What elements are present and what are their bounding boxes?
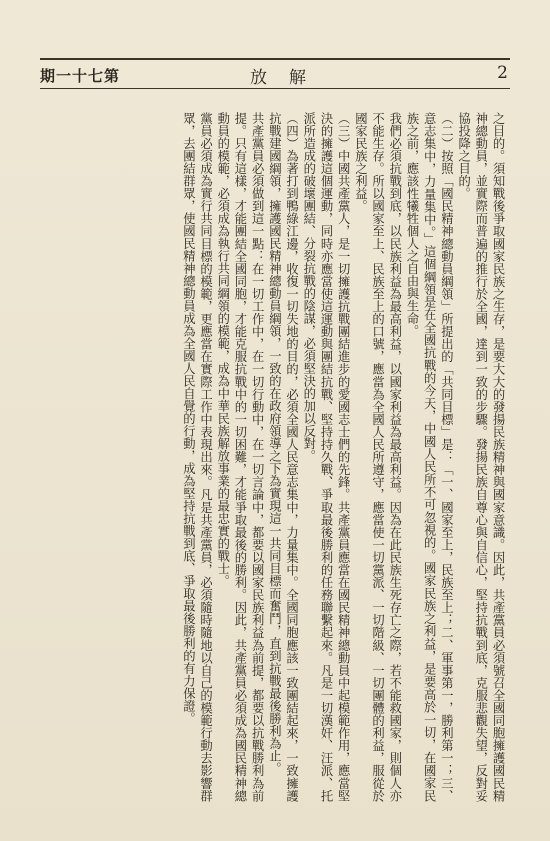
paragraph: （四）為著打到鴨綠江邊，收復一切失地的目的，必須全國人民意志集中，力量集中。全國同胞應該一致團結起來，一致擁護抗戰建國綱領，擁護國民精神總動員綱領，一致的在政府領導之下為實現這一共同目標而奮鬥，直到抗戰最後勝利為止。 [267, 112, 299, 802]
paragraph: 共產黨員必須做到這一點：在一切工作中，在一切行動中，在一切言論中，都要以國家民族利益為前提，都要以抗戰勝利為前提。只有這樣，才能團結全國同胞，才能克服抗戰中的一切困難，才能爭取最後的勝利。因此，共產黨員必須成為國民精神總動員的模範，必須成為執行共同綱領的模範，成為中華民族解放事業的最忠實的戰士。 [215, 112, 265, 802]
paragraph: （三）中國共產黨人，是一切擁護抗戰團結進步的愛國志士們的先鋒。共產黨員應當在國民精神總動員中起模範作用，應當堅決的擁護這個運動，同時亦應當使這運動與團結抗戰、堅持持久戰、爭取最後勝利的任務聯繫起來。凡是一切漢奸、汪派、托派所造成的破壞團結、分裂抗戰的陰謀，必須堅決的加以反對。 [301, 112, 351, 802]
header-bottom-rule [40, 88, 510, 89]
paragraph: 之目的。須知戰後爭取國家民族之生存，是要大大的發揚民族精神與國家意識。因此，共產黨員必須號召全國同胞擁護國民精神總動員，並實際而普遍的推行於全國，達到一致的步驟。發揚民族自尊心與自信心，堅持抗戰到底，克服悲觀失望，反對妥協投降之目的。 [456, 112, 505, 802]
paragraph: （二）按照「國民精神總動員綱領」所提出的「共同目標」是：「一、國家至上，民族至上；二、軍事第一，勝利第一；三、意志集中，力量集中。」這個綱領是在全國抗戰的今天，中國人民所不可忽視的。國家民族之利益，是要高於一切，在國家民族之前，應該性犧牲個人之自由與生命。 [404, 112, 454, 802]
page-header [40, 58, 510, 92]
article-body [44, 112, 506, 802]
paragraph: 黨員必須成為實行共同目標的模範，更應當在實際工作中表現出來。凡是共產黨員，必須隨時隨地以自己的模範行動去影響群眾，去團結群眾，使國民精神總動員成為全國人民自覺的行動，成為堅持抗戰到底、爭取最後勝利的有力保證。 [181, 112, 213, 802]
journal-title: 放解 [250, 68, 328, 88]
header-top-rule [40, 58, 510, 60]
page-number: 2 [497, 63, 508, 83]
paragraph: 我們必須抗戰到底，以民族利益為最高利益，以國家利益為最高利益。因為在此民族生死存亡之際，若不能救國家，則個人亦不能生存。所以國家至上、民族至上的口號，應當為全國人民所遵守，應當使一切黨派、一切階級、一切團體的利益，服從於國家民族之利益。 [353, 112, 402, 802]
issue-number: 期一十七第 [40, 67, 121, 85]
